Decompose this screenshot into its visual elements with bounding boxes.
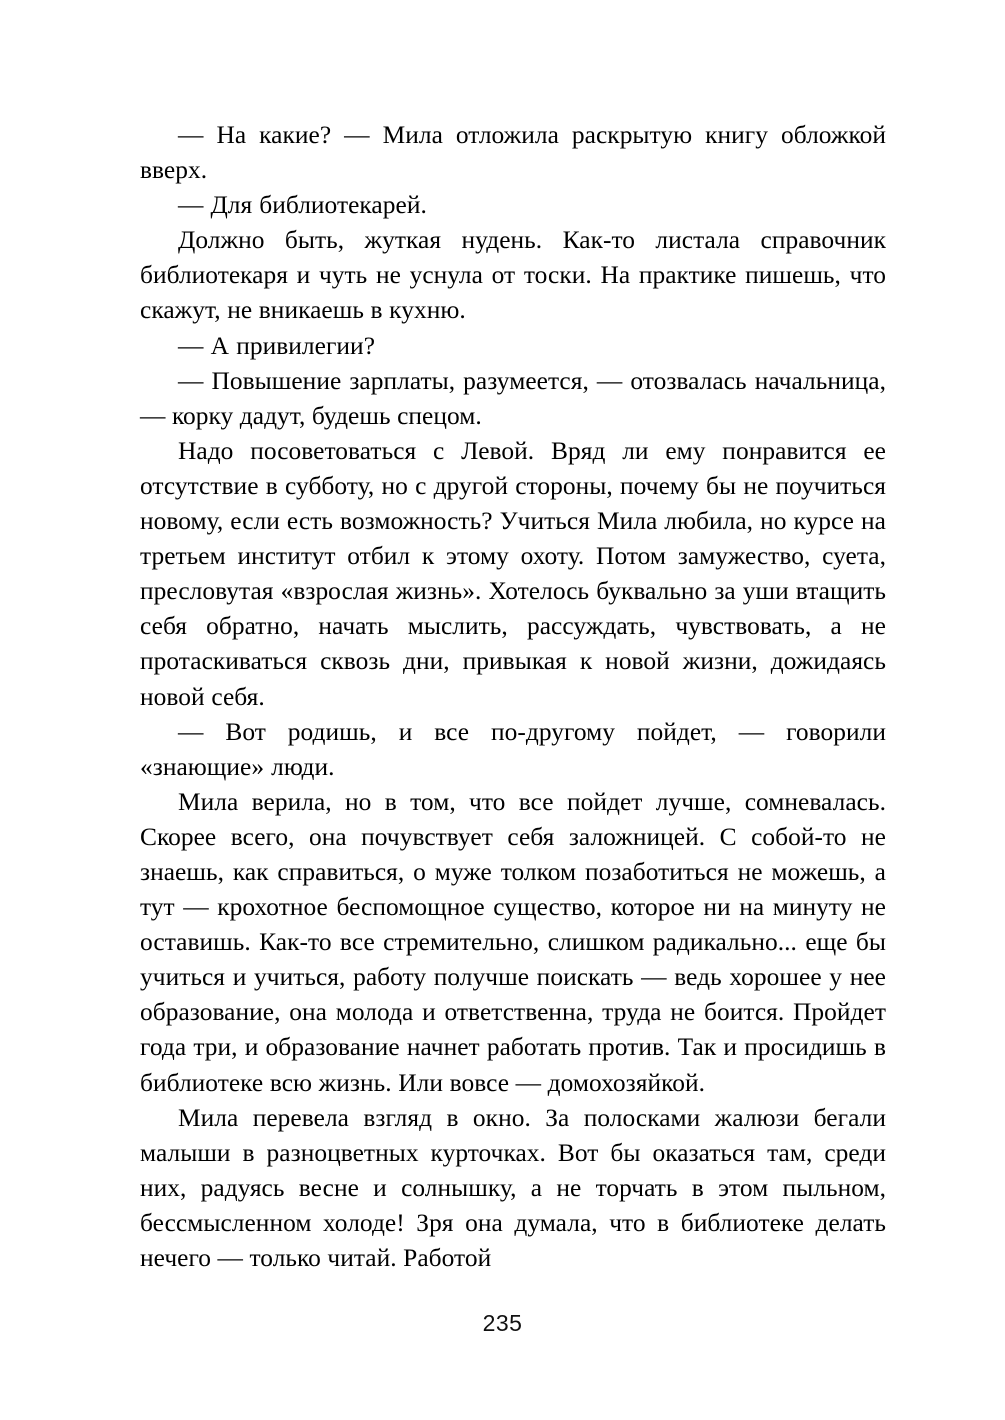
paragraph: — На какие? — Мила отложила раскрытую книгу обложкой вверх. xyxy=(140,121,886,185)
paragraph: — А привилегии? xyxy=(178,331,376,360)
paragraph: Надо посоветоваться с Левой. Вряд ли ему понравится ее отсутствие в субботу, но с другой стороны, почему бы не поучиться новому, если есть возможность? Учиться Мила любила, но курсе на третьем институт отбил к этому охоту. Потом замужество, суета, пресловутая «взрослая жизнь». Хотелось буквально за уши втащить себя обратно, начать мыслить, рассуждать, чувствовать, а не протаскиваться сквозь дни, привыкая к новой жизни, дожидаясь новой себя. xyxy=(140,436,886,711)
page-number: 235 xyxy=(482,1310,523,1336)
paragraph: — Вот родишь, и все по-другому пойдет, — говорили «знающие» люди. xyxy=(140,717,886,781)
paragraph: Мила верила, но в том, что все пойдет лучше, сомневалась. Скорее всего, она почувствует себя заложницей. С собой-то не знаешь, как справиться, о муже толком позаботиться не можешь, а тут — крохотное беспомощное существо, которое ни на минуту не оставишь. Как-то все стремительно, слишком радикально... еще бы учиться и учиться, работу получше поискать — ведь хорошее у нее образование, она молода и ответственна, труда не боится. Пройдет года три, и образование начнет работать против. Так и просидишь в библиотеке всю жизнь. Или вовсе — домохозяйкой. xyxy=(140,787,886,1097)
paragraph: Мила перевела взгляд в окно. За полосками жалюзи бегали малыши в разноцветных курточках. Вот бы оказаться там, среди них, радуясь весне и солнышку, а не торчать в этом пыльном, бессмысленном холоде! Зря она думала, что в библиотеке делать нечего — только читай. Работой xyxy=(140,1103,886,1272)
paragraph: — Повышение зарплаты, разумеется, — отозвалась начальница, — корку дадут, будешь спецом. xyxy=(140,366,886,430)
page-text-block xyxy=(140,118,886,1276)
paragraph: — Для библиотекарей. xyxy=(178,191,427,220)
paragraph: Должно быть, жуткая нудень. Как-то листала справочник библиотекаря и чуть не уснула от тоски. На практике пишешь, что скажут, не вникаешь в кухню. xyxy=(140,226,886,325)
